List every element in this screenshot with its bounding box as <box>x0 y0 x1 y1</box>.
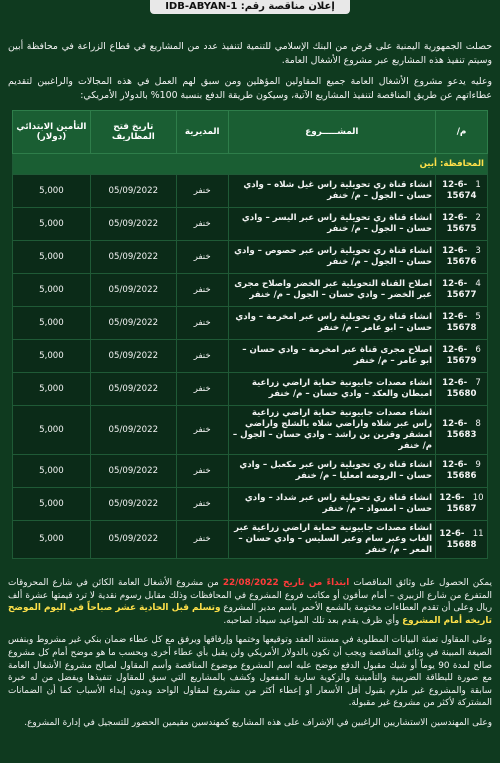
table-row <box>13 521 488 559</box>
cell-open-date: 05/09/2022 <box>90 274 176 307</box>
col-header-num: م/ <box>436 111 488 154</box>
cell-district: خنفر <box>176 208 228 241</box>
cell-district: خنفر <box>176 274 228 307</box>
cell-district: خنفر <box>176 488 228 521</box>
cell-project: اصلاح مجرى قناة عبر امخرمة – وادي حسان – ابو عامر – م/ خنفر <box>228 340 435 373</box>
cell-number <box>436 208 488 241</box>
table-row <box>13 488 488 521</box>
cell-project: انشاء مصدات جابيونية حماية اراضي زراعية عبر الغاب وعبر سام وعبر السليس – وادي حسان – المعر – م/ خنفر <box>228 521 435 559</box>
cell-district: خنفر <box>176 241 228 274</box>
project-code: 12-6-15687 <box>439 493 477 514</box>
project-code: 12-6-15675 <box>442 213 477 234</box>
col-header-district: المديرية <box>176 111 228 154</box>
cell-number <box>436 521 488 559</box>
cell-number <box>436 175 488 208</box>
project-code: 12-6-15676 <box>442 246 477 267</box>
submission-deadline-text: وتسلم قبل الحادية عشر صباحاً في اليوم الموضح تاريخه أمام المشروع <box>8 603 492 626</box>
cell-number <box>436 241 488 274</box>
cell-insurance: 5,000 <box>13 241 91 274</box>
cell-open-date: 05/09/2022 <box>90 488 176 521</box>
cell-project: انشاء قناة ري تحويلية راس عبر اليسر – وادي حسان – الجول – م/ خنفر <box>228 208 435 241</box>
governorate-row <box>13 154 488 175</box>
conditions-paragraph-1 <box>8 577 492 627</box>
cell-district: خنفر <box>176 340 228 373</box>
table-header-row <box>13 111 488 154</box>
docs-start-date: ابتداءً من تاريخ 22/08/2022 <box>222 578 350 588</box>
cell-insurance: 5,000 <box>13 455 91 488</box>
cell-number <box>436 406 488 455</box>
row-index: 3 <box>475 246 481 256</box>
row-index: 10 <box>472 493 484 503</box>
project-code: 12-6-15679 <box>442 345 477 366</box>
cell-open-date: 05/09/2022 <box>90 175 176 208</box>
cell-district: خنفر <box>176 521 228 559</box>
table-row <box>13 175 488 208</box>
cell-open-date: 05/09/2022 <box>90 208 176 241</box>
governorate-label: المحافظة: أبين <box>13 154 488 175</box>
cell-project: انشاء مصدات جابيونية حماية اراضي زراعية امبطان والعكد – وادي حسان – م/ خنفر <box>228 373 435 406</box>
row-index: 4 <box>475 279 481 289</box>
row-index: 1 <box>475 180 481 190</box>
cell-district: خنفر <box>176 455 228 488</box>
cell-insurance: 5,000 <box>13 274 91 307</box>
project-code: 12-6-15677 <box>442 279 477 300</box>
table-row <box>13 274 488 307</box>
cell-district: خنفر <box>176 406 228 455</box>
cell-open-date: 05/09/2022 <box>90 373 176 406</box>
cell-open-date: 05/09/2022 <box>90 307 176 340</box>
row-index: 11 <box>472 528 484 539</box>
project-code: 12-6-15674 <box>442 180 477 201</box>
table-row <box>13 455 488 488</box>
table-row <box>13 406 488 455</box>
conditions-section <box>8 577 492 737</box>
cell-insurance: 5,000 <box>13 175 91 208</box>
table-row <box>13 307 488 340</box>
cell-project: انشاء قناة ري تحويلية راس عبر امخرمة – وادي حسان – ابو عامر – م/ خنفر <box>228 307 435 340</box>
project-code: 12-6-15688 <box>439 528 477 550</box>
col-header-date: تاريخ فتح المظاريف <box>90 111 176 154</box>
conditions-paragraph-2: وعلى المقاول تعبئة البيانات المطلوبة في مستند العقد وتوقيعها وختمها وإرفاقها ويرفق مع كل عطاء ضمان بنكي غير مشروط وبنفس الصيغة المبينة في وثائق المناقصة ويجب أن تكون بالدولار الأمريكي ولن يقبل بأي عطاء أخرى وبحسب ما هو موضح أمام كل مشروع صالح لمدة 90 يوماً أو شيك مقبول الدفع موضح عليه اسم المشروع موضوع المناقصة وأسم المقاول لصالح مشروع الأشغال العامة مع صورة للبطاقة الضريبية والتأمينية والزكوية سارية المفعول وكشف بالمشاريع التي سبق للمقاول تنفيذها ويفضل من له خبرة سابقة والمشروع غير ملزم بقبول أقل الأسعار أو إعطاء أكثر من مشروع لمقاول الواحد وبدون إبداء الأسباب كما أن الضمانات المشتركة لأكثر من مشروع غير مقبولة. <box>8 635 492 709</box>
row-index: 6 <box>475 345 481 355</box>
cell-number <box>436 373 488 406</box>
docs-fees-text: من مشروع الأشغال العامة الكائن في شارع المحروقات المتفرع من شارع الزبيري – أمام سأفون أو مكاتب فروع المشروع في المحافظات وذلك مقابل رسوم نقدية لا ترد قيمتها عشرة ألف ريال وعلى أن تقدم العطاءات مختومة بالشمع الأحمر باسم مدير المشروع <box>8 578 492 614</box>
row-index: 9 <box>475 460 481 470</box>
docs-availability-text: يمكن الحصول على وثائق المناقصات <box>353 578 492 588</box>
project-code: 12-6-15680 <box>442 378 477 399</box>
cell-project: انشاء مصدات جابيونية حماية اراضي زراعية راس عبر شلاه واراضي شلاه بالشلج واراضي امشقر وقرين بن راشد – وادي حسان – الجول – م/ خنفر <box>228 406 435 455</box>
cell-insurance: 5,000 <box>13 373 91 406</box>
cell-insurance: 5,000 <box>13 521 91 559</box>
intro-paragraph-1: حصلت الجمهورية اليمنية على قرض من البنك الإسلامي للتنمية لتنفيذ عدد من المشاريع في قطاع الزراعة في محافظة أبين وسيتم تنفيذ هذه المشاريع عبر مشروع الأشغال العامة. <box>8 41 492 66</box>
cell-insurance: 5,000 <box>13 340 91 373</box>
tender-number-banner: IDB-ABYAN-1 :إعلان مناقصة رقم <box>150 0 350 14</box>
cell-district: خنفر <box>176 373 228 406</box>
cell-number <box>436 340 488 373</box>
cell-open-date: 05/09/2022 <box>90 455 176 488</box>
col-header-insurance: التأمين الابتدائي (دولار) <box>13 111 91 154</box>
cell-insurance: 5,000 <box>13 208 91 241</box>
cell-number <box>436 307 488 340</box>
project-code: 12-6-15686 <box>442 460 477 481</box>
cell-project: انشاء قناة ري تحويلية راس عبر حصوص – وادي حسان – الجول – م/ خنفر <box>228 241 435 274</box>
cell-insurance: 5,000 <box>13 406 91 455</box>
conditions-paragraph-3: وعلى المهندسين الاستشاريين الراغبين في الإشراف على هذه المشاريع كمهندسين مقيمين الحضور للتسجيل في إدارة المشروع. <box>24 717 492 728</box>
col-header-project: المشـــــروع <box>228 111 435 154</box>
cell-project: انشاء قناة ري تحويلية راس غيل شلاه – وادي حسان – الجول – م/ خنفر <box>228 175 435 208</box>
cell-insurance: 5,000 <box>13 307 91 340</box>
row-index: 7 <box>475 378 481 388</box>
table-row <box>13 241 488 274</box>
cell-project: اصلاح القناة التحويلية عبر الخضر واصلاح مجرى عبر الخضر – وادي حسان – الجول – م/ خنفر <box>228 274 435 307</box>
cell-open-date: 05/09/2022 <box>90 340 176 373</box>
row-index: 2 <box>475 213 481 223</box>
cell-open-date: 05/09/2022 <box>90 521 176 559</box>
cell-open-date: 05/09/2022 <box>90 241 176 274</box>
intro-paragraph-2: وعليه يدعو مشروع الأشغال العامة جميع المقاولين المؤهلين ومن سبق لهم العمل في هذه المجالات والراغبين لتقديم عطاءاتهم عن طريق المناقصة لتنفيذ المشاريع الآتية، وسيكون طريقة الدفع بنسبة 100% بالدولار الأمريكي: <box>8 76 492 101</box>
cell-district: خنفر <box>176 307 228 340</box>
cell-number <box>436 455 488 488</box>
cell-insurance: 5,000 <box>13 488 91 521</box>
late-bids-text: وأي ظرف يقدم بعد تلك المواعيد سيعاد لصاحبه. <box>223 615 400 626</box>
cell-project: انشاء قناة ري تحويلية راس عبر مكعبل – وادي حسان – الروضه امعليا – م/ خنفر <box>228 455 435 488</box>
projects-table <box>12 110 488 559</box>
intro-section <box>8 40 492 110</box>
cell-number <box>436 488 488 521</box>
cell-project: انشاء قناة ري تحويلية راس عبر شداد – وادي حسان – امسواد – م/ خنفر <box>228 488 435 521</box>
row-index: 8 <box>475 419 481 429</box>
table-row <box>13 340 488 373</box>
row-index: 5 <box>475 312 481 322</box>
cell-number <box>436 274 488 307</box>
project-code: 12-6-15683 <box>442 419 477 440</box>
cell-open-date: 05/09/2022 <box>90 406 176 455</box>
table-row <box>13 208 488 241</box>
table-row <box>13 373 488 406</box>
project-code: 12-6-15678 <box>442 312 477 333</box>
cell-district: خنفر <box>176 175 228 208</box>
